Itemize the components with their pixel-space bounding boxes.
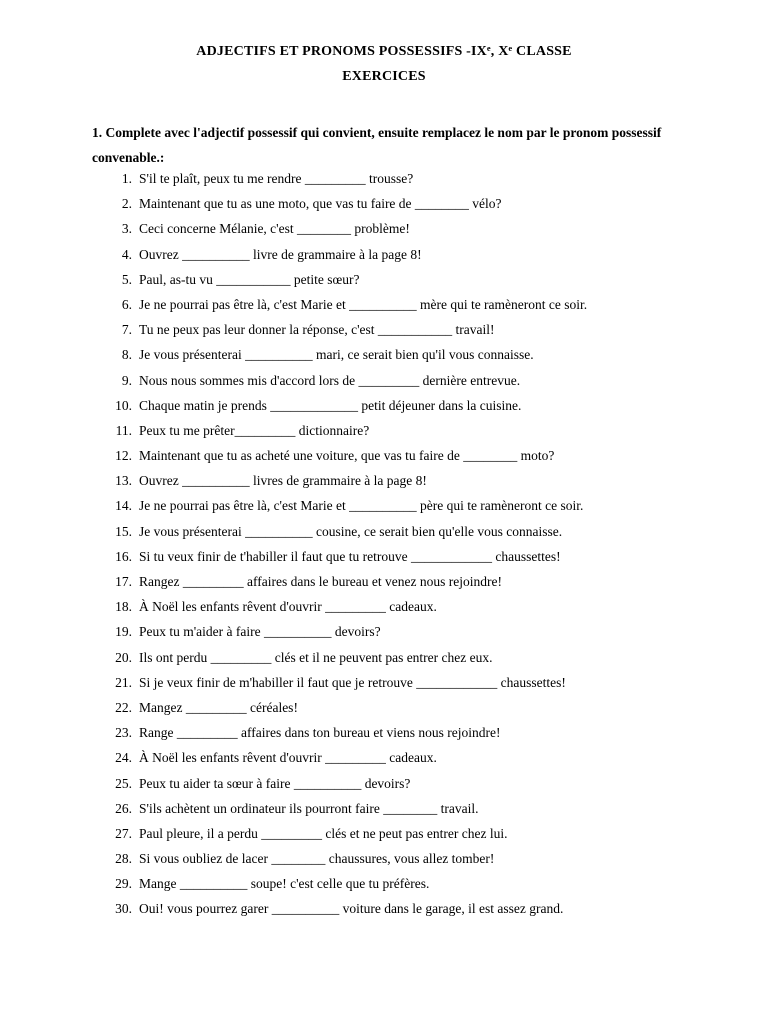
exercise-item bbox=[0, 544, 768, 569]
exercise-instruction: 1. Complete avec l'adjectif possessif qui convient, ensuite remplacez le nom par le pronom possessif convenable.: bbox=[92, 125, 662, 165]
exercise-sentence: Maintenant que tu as une moto, que vas tu faire de ________ vélo? bbox=[139, 196, 502, 212]
exercise-item bbox=[0, 317, 768, 342]
exercise-item bbox=[0, 670, 768, 695]
exercise-number: 20. bbox=[115, 649, 132, 665]
exercise-number: 1. bbox=[121, 171, 132, 186]
exercise-sentence: Ils ont perdu _________ clés et il ne peuvent pas entrer chez eux. bbox=[139, 649, 493, 665]
exercise-number: 9. bbox=[121, 372, 132, 388]
exercise-sentence: Ouvrez __________ livre de grammaire à la page 8! bbox=[139, 246, 422, 262]
exercise-item bbox=[0, 821, 768, 846]
exercise-number: 3. bbox=[121, 221, 132, 237]
exercise-number: 11. bbox=[115, 422, 132, 438]
exercise-item bbox=[0, 846, 768, 871]
exercise-sentence: Ouvrez __________ livres de grammaire à la page 8! bbox=[139, 473, 427, 489]
exercise-number: 23. bbox=[115, 725, 132, 741]
exercise-sentence: Mangez _________ céréales! bbox=[139, 699, 298, 715]
exercise-sentence: Peux tu m'aider à faire __________ devoirs? bbox=[139, 624, 381, 640]
document-subtitle: EXERCICES bbox=[342, 69, 426, 84]
exercise-item bbox=[0, 519, 768, 544]
exercise-number: 14. bbox=[115, 498, 132, 514]
exercise-number: 2. bbox=[121, 196, 132, 212]
exercise-item bbox=[0, 745, 768, 770]
exercise-number: 27. bbox=[115, 825, 132, 841]
exercise-sentence: Oui! vous pourrez garer __________ voiture dans le garage, il est assez grand. bbox=[139, 901, 564, 917]
exercise-item bbox=[0, 695, 768, 720]
exercise-item bbox=[0, 896, 768, 921]
exercise-sentence: Mange __________ soupe! c'est celle que tu préfères. bbox=[139, 876, 430, 892]
exercise-item bbox=[0, 368, 768, 393]
exercise-sentence: Nous nous sommes mis d'accord lors de _________ dernière entrevue. bbox=[139, 372, 521, 388]
exercise-sentence: À Noël les enfants rêvent d'ouvrir _________ cadeaux. bbox=[139, 750, 437, 766]
exercise-sentence: Chaque matin je prends _____________ petit déjeuner dans la cuisine. bbox=[139, 397, 522, 413]
exercise-sentence: Rangez _________ affaires dans le bureau et venez nous rejoindre! bbox=[139, 574, 502, 589]
exercise-number: 8. bbox=[121, 347, 132, 363]
exercise-sentence: Tu ne peux pas leur donner la réponse, c'est ___________ travail! bbox=[139, 322, 495, 338]
exercise-number: 7. bbox=[121, 322, 132, 338]
exercise-sentence: Je ne pourrai pas être là, c'est Marie et __________ père qui te ramèneront ce soir. bbox=[139, 498, 584, 514]
exercise-number: 5. bbox=[121, 271, 132, 287]
exercise-number: 12. bbox=[115, 448, 132, 464]
exercise-item bbox=[0, 443, 768, 468]
exercise-number: 30. bbox=[115, 901, 132, 917]
exercise-number: 21. bbox=[115, 674, 132, 690]
exercise-item bbox=[0, 594, 768, 619]
exercise-number: 22. bbox=[115, 699, 132, 715]
exercise-sentence: Paul, as-tu vu ___________ petite sœur? bbox=[139, 271, 360, 287]
exercise-item bbox=[0, 619, 768, 644]
exercise-item bbox=[0, 645, 768, 670]
exercise-item bbox=[0, 393, 768, 418]
exercise-item bbox=[0, 342, 768, 367]
exercise-item bbox=[0, 871, 768, 896]
exercise-number: 6. bbox=[121, 296, 132, 312]
exercise-sentence: Range _________ affaires dans ton bureau et viens nous rejoindre! bbox=[139, 725, 501, 741]
exercise-item bbox=[0, 493, 768, 518]
document-title: ADJECTIFS ET PRONOMS POSSESSIFS -IXᵉ, Xᵉ CLASSE bbox=[196, 44, 572, 59]
exercise-sentence: Si vous oubliez de lacer ________ chaussures, vous allez tomber! bbox=[139, 851, 495, 867]
exercise-item bbox=[0, 242, 768, 267]
exercise-sentence: Peux tu me prêter_________ dictionnaire? bbox=[139, 422, 370, 438]
exercise-number: 17. bbox=[115, 574, 132, 589]
exercise-number: 28. bbox=[115, 851, 132, 867]
exercise-sentence: S'il te plaît, peux tu me rendre _________ trousse? bbox=[139, 171, 414, 186]
exercise-number: 18. bbox=[115, 599, 132, 615]
exercise-sentence: Je ne pourrai pas être là, c'est Marie et __________ mère qui te ramèneront ce soir. bbox=[139, 296, 588, 312]
exercise-sentence: Je vous présenterai __________ mari, ce serait bien qu'il vous connaisse. bbox=[139, 347, 534, 363]
exercise-item bbox=[0, 720, 768, 745]
exercise-item bbox=[0, 292, 768, 317]
exercise-sentence: À Noël les enfants rêvent d'ouvrir _________ cadeaux. bbox=[139, 599, 437, 615]
exercise-number: 15. bbox=[115, 523, 132, 539]
exercise-item bbox=[0, 166, 768, 191]
exercise-sentence: Peux tu aider ta sœur à faire __________ devoirs? bbox=[139, 775, 411, 791]
exercise-number: 19. bbox=[115, 624, 132, 640]
exercise-number: 24. bbox=[115, 750, 132, 766]
exercise-item bbox=[0, 267, 768, 292]
exercise-sentence: Maintenant que tu as acheté une voiture, que vas tu faire de ________ moto? bbox=[139, 448, 555, 464]
exercise-item bbox=[0, 796, 768, 821]
exercise-item bbox=[0, 191, 768, 216]
exercise-item bbox=[0, 771, 768, 796]
exercise-item bbox=[0, 468, 768, 493]
exercise-number: 10. bbox=[115, 397, 132, 413]
exercise-list bbox=[0, 166, 768, 922]
exercise-number: 4. bbox=[121, 246, 132, 262]
exercise-sentence: Si tu veux finir de t'habiller il faut que tu retrouve ____________ chaussettes! bbox=[139, 548, 561, 564]
exercise-number: 25. bbox=[115, 775, 132, 791]
exercise-item bbox=[0, 569, 768, 594]
exercise-item bbox=[0, 216, 768, 241]
exercise-number: 13. bbox=[115, 473, 132, 489]
exercise-sentence: Paul pleure, il a perdu _________ clés et ne peut pas entrer chez lui. bbox=[139, 825, 508, 841]
exercise-sentence: Ceci concerne Mélanie, c'est ________ problème! bbox=[139, 221, 410, 237]
exercise-number: 29. bbox=[115, 876, 132, 892]
exercise-sentence: S'ils achètent un ordinateur ils pourront faire ________ travail. bbox=[139, 800, 479, 816]
exercise-number: 16. bbox=[115, 548, 132, 564]
exercise-number: 26. bbox=[115, 800, 132, 816]
exercise-item bbox=[0, 418, 768, 443]
exercise-sentence: Si je veux finir de m'habiller il faut que je retrouve ____________ chaussettes! bbox=[139, 674, 566, 690]
exercise-sentence: Je vous présenterai __________ cousine, ce serait bien qu'elle vous connaisse. bbox=[139, 523, 563, 539]
